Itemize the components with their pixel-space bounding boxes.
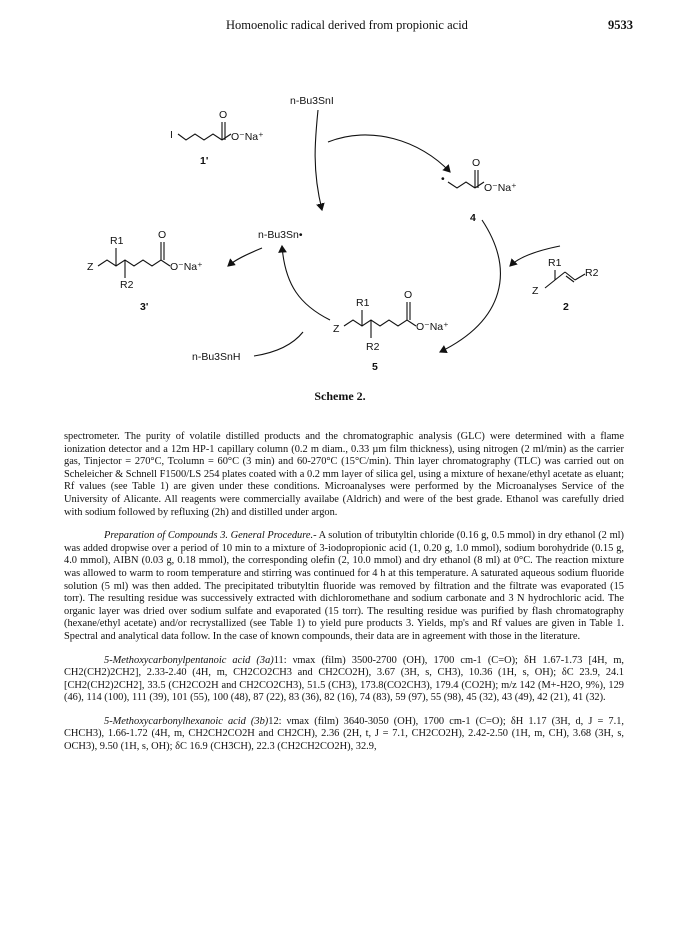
label-3p: 3' xyxy=(140,301,149,313)
atom-ona-3p: O⁻Na⁺ xyxy=(170,261,203,273)
molecule-1p xyxy=(178,122,231,140)
page-number: 9533 xyxy=(608,18,633,32)
atom-o-3p: O xyxy=(158,229,167,241)
paragraph-compound-3a xyxy=(64,655,624,705)
atom-o-4: O xyxy=(472,157,481,169)
atom-z-3p: Z xyxy=(87,261,94,273)
reagent-bottom: n-Bu3SnH xyxy=(192,351,241,363)
atom-o-5: O xyxy=(404,289,413,301)
atom-i: I xyxy=(170,129,173,141)
atom-ona-4: O⁻Na⁺ xyxy=(484,182,517,194)
molecule-3p xyxy=(98,242,170,278)
atom-o: O xyxy=(219,109,228,121)
procedure-text: A solution of tributyltin chloride (0.16 g, 0.5 mmol) in dry ethanol (2 ml) was added dropwise over a period of 10 min to a mixture of 3-iodopropionic acid (1, 0.20 g, 1.0 mmol), sodium borohydride (0.15 g, 4.0 mmol), AIBN (0.03 g, 0.18 mmol), the corresponding olefin (2, 10.0 mmol) and dry ethanol (8 ml) at 0°C. The reaction mixture was allowed to warm to room temperature and stirring was continued for 4 h at this temperature. A saturated aqueous sodium fluoride solution (5 ml) was then added. The precipitated tributyltin fluoride was removed by filtration and the filtrate was evaporated (15 torr). The resulting residue was successively extracted with dichloromethane and sodium carbonate and 3 N hydrochloric acid. The organic layer was dried over sodium sulfate and evaporated (15 torr). The resulting residue was purified by flash chromatography (hexane/ethyl acetate) and/or recrystallized (see Table 1) to yield pure products 3. Yields, mp's and Rf values are given in Table 1. Spectral and analytical data follow. In the case of known compounds, their data are in agreement with those in the literature. xyxy=(64,530,624,642)
radical-dot: • xyxy=(441,173,445,185)
paragraph-general-procedure xyxy=(64,530,624,643)
molecule-4 xyxy=(448,170,484,188)
compound-3a-text: 11: νmax (film) 3500-2700 (OH), 1700 cm-1 (C=O); δH 1.67-1.73 [4H, m, CH2(CH2)2CH2], 2.33-2.40 (4H, m, CH2CO2CH3 and CH2CO2H), 3.67 (3H, s, CH3), 10.36 (1H, s, OH); δC 23.9, 24.1 [CH2(CH2)2CH2], 33.5 (CH2CO2H and CH2CO2CH3), 51.5 (CH3), 173.8(CO2CH3), 179.4 (CO2H); m/z 142 (M+-H2O, 9%), 129 (46), 114 (100), 111 (39), 101 (55), 100 (48), 87 (22), 83 (36), 82 (16), 74 (83), 59 (97), 55 (98), 45 (32), 43 (49), 42 (21), 41 (32). xyxy=(64,654,624,704)
molecule-5 xyxy=(344,302,416,338)
atom-r1-5: R1 xyxy=(356,297,370,309)
atom-r1-2: R1 xyxy=(548,257,562,269)
paragraph-experimental-general: spectrometer. The purity of volatile distilled products and the chromatographic analysis (GLC) were determined with a flame ionization detector and a 12m HP-1 capillary column (0.2 m diam., 0.33 µm film thickness), using nitrogen (2 ml/min) as the carrier gas, Tinjector = 270°C, Tcolumn = 60°C (3 min) and 60-270°C (15°C/min). Thin layer chromatography (TLC) was carried out on Scheleicher & Schnell F1500/LS 254 plates coated with a 0.2 mm layer of silica gel, using a mixture of hexane/ethyl acetate as eluant; Rf values (see Table 1) are given under these conditions. Microanalyses were performed by the Microanalyses Service of the University of Alicante. All reagents were commercially availabe (Aldrich) and were of the best grade. Ethanol was carefully dried with sodium followed by refluxing (2h) and distilled under argon. xyxy=(64,431,624,518)
reagent-top: n-Bu3SnI xyxy=(290,95,334,107)
paragraph-compound-3b xyxy=(64,716,624,754)
running-head: Homoenolic radical derived from propionic acid xyxy=(226,18,468,32)
atom-r2-2: R2 xyxy=(585,267,599,279)
scheme-caption: Scheme 2. xyxy=(314,389,366,403)
label-5: 5 xyxy=(372,361,378,373)
atom-r1-3p: R1 xyxy=(110,235,124,247)
body-text xyxy=(64,431,624,765)
label-2: 2 xyxy=(563,301,569,313)
molecule-2 xyxy=(545,270,585,288)
reagent-mid: n-Bu3Sn• xyxy=(258,229,303,241)
atom-r2-3p: R2 xyxy=(120,279,134,291)
compound-3b-text: 12: νmax (film) 3640-3050 (OH), 1700 cm-1 (C=O); δH 1.17 (3H, d, J = 7.1, CHCH3), 1.66-1.72 (4H, m, CH2CH2CO2H and CH2CH), 2.36 (2H, t, J = 7.1, CH2CO2H), 2.42-2.50 (1H, m, CH), 3.68 (3H, s, OCH3), 9.50 (1H, s, OH); δC 16.9 (CH3CH), 22.3 (CH2CH2CO2H), 32.9, xyxy=(64,715,624,753)
atom-z-2: Z xyxy=(532,285,539,297)
compound-3b-heading: 5-Methoxycarbonylhexanoic acid (3b) xyxy=(104,715,269,727)
atom-r2-5: R2 xyxy=(366,341,380,353)
procedure-heading: Preparation of Compounds 3. General Procedure.- xyxy=(104,530,317,542)
label-4: 4 xyxy=(470,212,476,224)
reaction-scheme xyxy=(0,70,680,400)
atom-ona: O⁻Na⁺ xyxy=(231,131,264,143)
atom-ona-5: O⁻Na⁺ xyxy=(416,321,449,333)
compound-3a-heading: 5-Methoxycarbonylpentanoic acid (3a) xyxy=(104,654,274,666)
label-1p: 1' xyxy=(200,155,209,167)
atom-z-5: Z xyxy=(333,323,340,335)
